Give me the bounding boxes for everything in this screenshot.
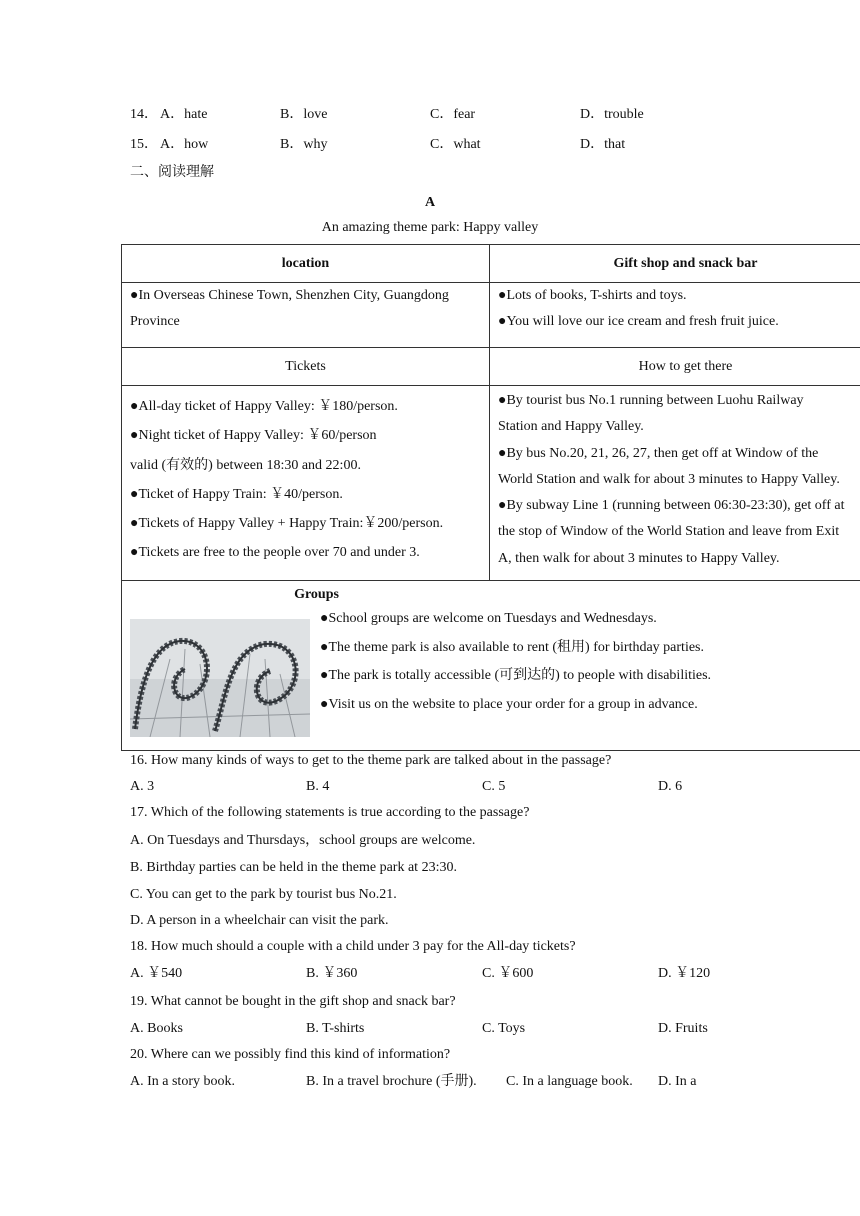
question-20: 20. Where can we possibly find this kind of information? xyxy=(130,1047,451,1062)
option-16-a: A. 3 xyxy=(130,779,155,794)
how-to-get-there-cell xyxy=(490,386,860,581)
groups-cell xyxy=(122,581,860,751)
group-info-line: ●Visit us on the website to place your order for a group in advance. xyxy=(320,696,698,712)
option-17-c: C. You can get to the park by tourist bus No.21. xyxy=(130,887,397,902)
question-number-15: 15． xyxy=(130,137,158,152)
question-number-14: 14． xyxy=(130,107,158,122)
theme-park-table xyxy=(121,244,860,751)
gift-shop-header: Gift shop and snack bar xyxy=(490,245,860,283)
route-line: Station and Happy Valley. xyxy=(498,419,644,435)
option-16-b: B. 4 xyxy=(306,779,330,794)
question-17: 17. Which of the following statements is true according to the passage? xyxy=(130,805,530,820)
option-14-c: C．fear xyxy=(430,107,476,122)
tickets-cell xyxy=(122,386,490,581)
location-cell xyxy=(122,283,490,348)
route-line: ●By bus No.20, 21, 26, 27, then get off at Window of the xyxy=(498,445,819,461)
group-info-line: ●The park is totally accessible (可到达的) to people with disabilities. xyxy=(320,668,712,683)
location-header: location xyxy=(122,245,490,283)
location-text-cont: Province xyxy=(130,314,180,329)
option-15-b: B．why xyxy=(280,137,328,152)
route-line: World Station and walk for about 3 minutes to Happy Valley. xyxy=(498,471,840,487)
ticket-line: ●Night ticket of Happy Valley: ￥60/person xyxy=(130,428,377,444)
option-20-a: A. In a story book. xyxy=(130,1074,235,1089)
option-17-a: A. On Tuesdays and Thursdays，school groups are welcome. xyxy=(130,833,476,848)
option-15-c: C．what xyxy=(430,137,481,152)
ticket-line: ●Ticket of Happy Train: ￥40/person. xyxy=(130,486,343,502)
option-19-c: C. Toys xyxy=(482,1021,526,1036)
option-14-d: D．trouble xyxy=(580,107,644,122)
option-19-a: A. Books xyxy=(130,1021,183,1036)
option-17-b: B. Birthday parties can be held in the theme park at 23:30. xyxy=(130,860,457,875)
group-info-line: ●The theme park is also available to rent (租用) for birthday parties. xyxy=(320,639,704,655)
option-14-b: B．love xyxy=(280,107,328,122)
groups-header: Groups xyxy=(294,587,339,602)
ticket-line: ●All-day ticket of Happy Valley: ￥180/person. xyxy=(130,399,398,414)
option-16-c: C. 5 xyxy=(482,779,506,794)
option-18-b: B. ￥360 xyxy=(306,966,358,981)
option-15-a: A．how xyxy=(160,137,209,152)
question-16: 16. How many kinds of ways to get to the theme park are talked about in the passage? xyxy=(130,753,612,768)
option-16-d: D. 6 xyxy=(658,779,683,794)
roller-coaster-photo xyxy=(130,619,310,737)
passage-title: An amazing theme park: Happy valley xyxy=(321,220,539,235)
option-19-d: D. Fruits xyxy=(658,1021,708,1036)
route-line: A, then walk for about 3 minutes to Happy Valley. xyxy=(498,550,780,566)
option-20-b: B. In a travel brochure (手册). xyxy=(306,1074,477,1089)
shop-item: ●You will love our ice cream and fresh fruit juice. xyxy=(498,314,779,329)
location-text: ●In Overseas Chinese Town, Shenzhen City, Guangdong xyxy=(130,288,449,303)
option-18-c: C. ￥600 xyxy=(482,966,534,981)
option-19-b: B. T-shirts xyxy=(306,1021,365,1036)
tickets-header: Tickets xyxy=(122,348,490,386)
passage-letter: A xyxy=(424,195,436,210)
question-18: 18. How much should a couple with a child under 3 pay for the All-day tickets? xyxy=(130,939,576,954)
shop-item: ●Lots of books, T-shirts and toys. xyxy=(498,288,687,303)
route-line: ●By tourist bus No.1 running between Luohu Railway xyxy=(498,393,804,408)
how-to-get-there-header: How to get there xyxy=(490,348,860,386)
route-line: ●By subway Line 1 (running between 06:30-23:30), get off at xyxy=(498,498,845,514)
group-info-line: ●School groups are welcome on Tuesdays and Wednesdays. xyxy=(320,611,657,626)
route-line: the stop of Window of the World Station and leave from Exit xyxy=(498,524,840,540)
question-19: 19. What cannot be bought in the gift shop and snack bar? xyxy=(130,994,456,1009)
gift-shop-cell xyxy=(490,283,860,348)
option-18-d: D. ￥120 xyxy=(658,966,711,981)
option-18-a: A. ￥540 xyxy=(130,966,183,981)
option-20-c: C. In a language book. xyxy=(506,1074,633,1089)
option-14-a: A．hate xyxy=(160,107,208,122)
ticket-line: valid (有效的) between 18:30 and 22:00. xyxy=(130,457,361,473)
option-15-d: D．that xyxy=(580,137,626,152)
option-20-d: D. In a xyxy=(658,1074,697,1089)
section-heading: 二、阅读理解 xyxy=(130,165,214,180)
ticket-line: ●Tickets are free to the people over 70 and under 3. xyxy=(130,545,420,561)
option-17-d: D. A person in a wheelchair can visit the park. xyxy=(130,913,389,928)
ticket-line: ●Tickets of Happy Valley + Happy Train:￥200/person. xyxy=(130,516,444,532)
